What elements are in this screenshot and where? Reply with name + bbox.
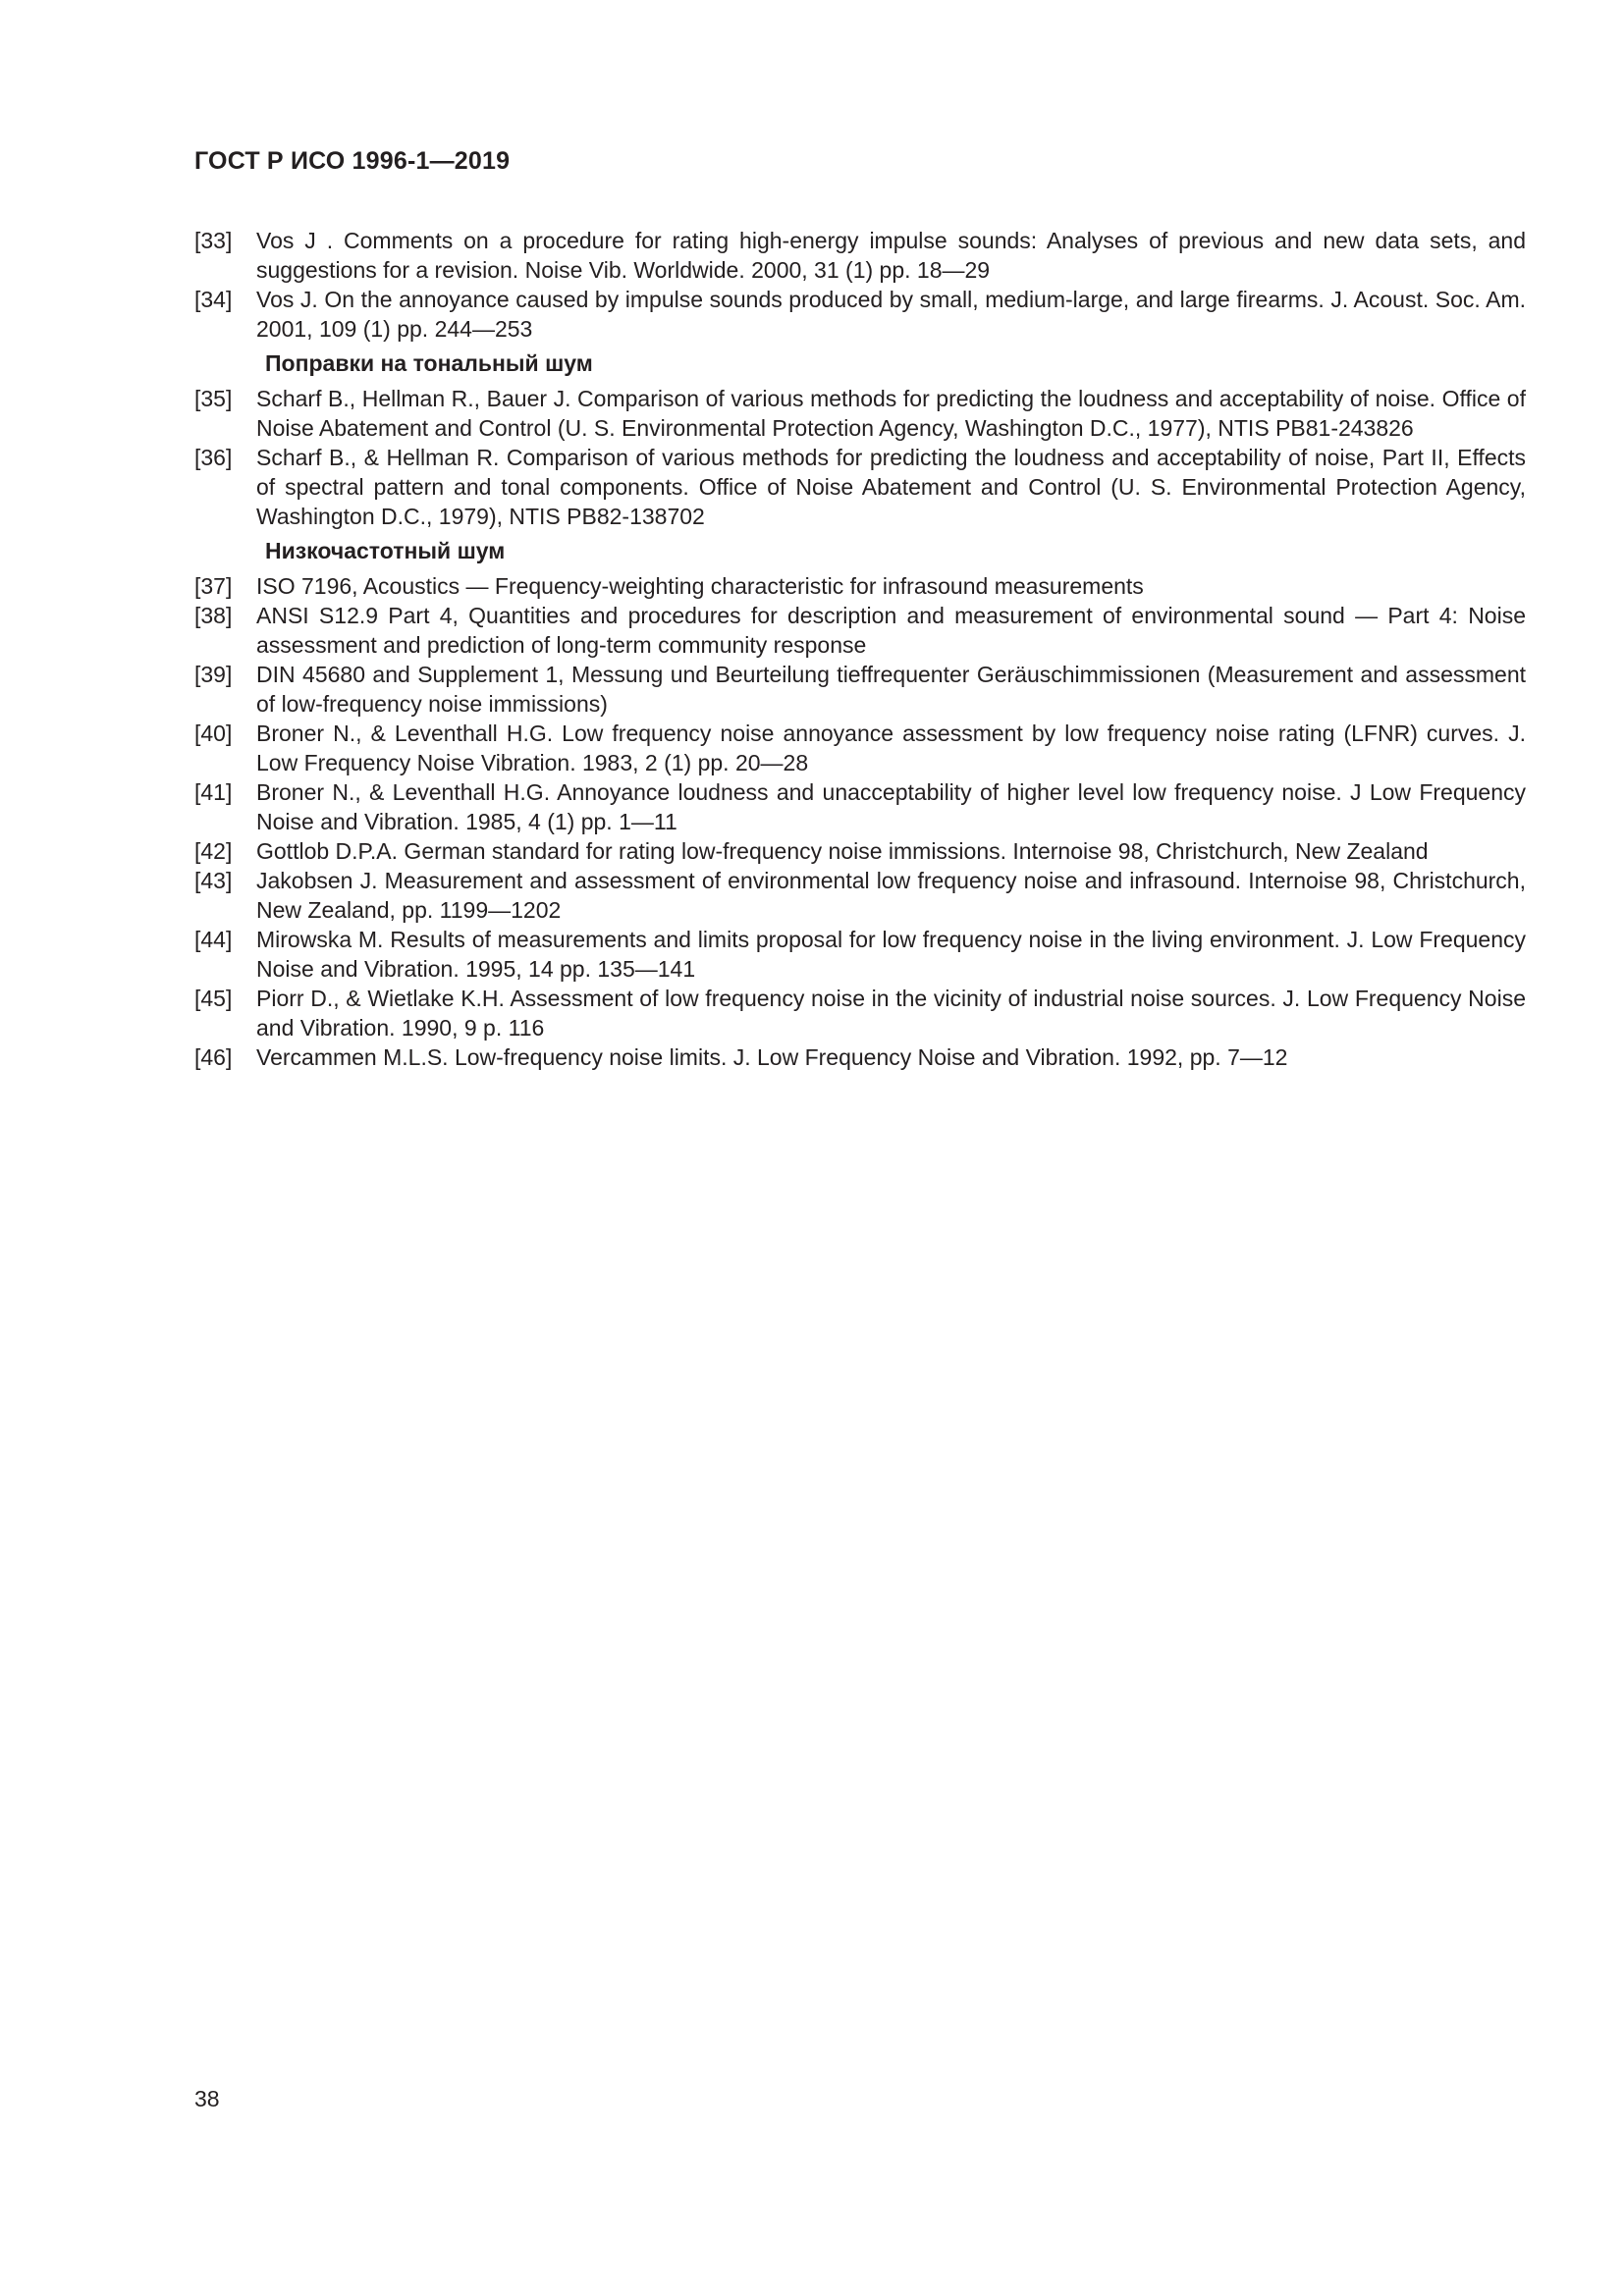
reference-number: [43]: [194, 868, 233, 893]
reference-entry: [194, 571, 1526, 601]
reference-text: Scharf B., Hellman R., Bauer J. Comparison of various methods for predicting the loudness and acceptability of noise. Office of Noise Abatement and Control (U. S. Environmental Protection Agency, Washington D.C., 1977), NTIS PB81-243826: [256, 386, 1526, 441]
reference-entry: [194, 777, 1526, 836]
reference-number: [40]: [194, 721, 233, 746]
reference-entry: [194, 443, 1526, 531]
reference-number: [44]: [194, 927, 233, 952]
reference-entry: [194, 1042, 1526, 1072]
reference-text: ANSI S12.9 Part 4, Quantities and procedures for description and measurement of environmental sound — Part 4: Noise assessment and prediction of long-term community response: [256, 603, 1526, 658]
reference-entry: [194, 285, 1526, 344]
reference-number: [42]: [194, 838, 233, 864]
reference-number: [41]: [194, 779, 233, 805]
reference-number: [39]: [194, 662, 233, 687]
section-heading-low-frequency: Низкочастотный шум: [265, 538, 506, 563]
reference-text: Jakobsen J. Measurement and assessment of environmental low frequency noise and infrasound. Internoise 98, Christchurch, New Zealand, pp. 1199—1202: [256, 868, 1526, 923]
reference-text: Broner N., & Leventhall H.G. Annoyance loudness and unacceptability of higher level low frequency noise. J Low Frequency Noise and Vibration. 1985, 4 (1) pp. 1—11: [256, 779, 1526, 834]
reference-text: Piorr D., & Wietlake K.H. Assessment of low frequency noise in the vicinity of industrial noise sources. J. Low Frequency Noise and Vibration. 1990, 9 p. 116: [256, 986, 1526, 1041]
reference-number: [35]: [194, 386, 233, 411]
reference-number: [37]: [194, 573, 233, 599]
document-header: ГОСТ Р ИСО 1996-1—2019: [194, 147, 511, 175]
reference-entry: [194, 984, 1526, 1042]
reference-entry: [194, 601, 1526, 660]
reference-text: Broner N., & Leventhall H.G. Low frequency noise annoyance assessment by low frequency noise rating (LFNR) curves. J. Low Frequency Noise Vibration. 1983, 2 (1) pp. 20—28: [256, 721, 1526, 775]
reference-text: Mirowska M. Results of measurements and limits proposal for low frequency noise in the living environment. J. Low Frequency Noise and Vibration. 1995, 14 pp. 135—141: [256, 927, 1526, 982]
reference-number: [45]: [194, 986, 233, 1011]
reference-entry: [194, 836, 1526, 866]
reference-number: [38]: [194, 603, 233, 628]
reference-text: ISO 7196, Acoustics — Frequency-weighting characteristic for infrasound measurements: [256, 573, 1144, 599]
reference-number: [36]: [194, 445, 233, 470]
reference-number: [33]: [194, 228, 233, 253]
reference-entry: [194, 925, 1526, 984]
reference-entry: [194, 866, 1526, 925]
reference-text: Vos J . Comments on a procedure for rating high-energy impulse sounds: Analyses of previous and new data sets, and suggestions for a revision. Noise Vib. Worldwide. 2000, 31 (1) pp. 18—29: [256, 228, 1526, 283]
reference-entry: [194, 226, 1526, 285]
reference-text: Scharf B., & Hellman R. Comparison of various methods for predicting the loudness and acceptability of noise, Part II, Effects of spectral pattern and tonal components. Office of Noise Abatement and Control (U. S. Environmental Protection Agency, Washington D.C., 1979), NTIS PB82-138702: [256, 445, 1526, 529]
reference-text: Gottlob D.P.A. German standard for rating low-frequency noise immissions. Internoise 98, Christchurch, New Zealand: [256, 838, 1429, 864]
reference-entry: [194, 660, 1526, 719]
bibliography: [194, 226, 1526, 1072]
section-heading-tonal: Поправки на тональный шум: [265, 350, 593, 376]
reference-entry: [194, 384, 1526, 443]
reference-text: Vercammen M.L.S. Low-frequency noise limits. J. Low Frequency Noise and Vibration. 1992, pp. 7—12: [256, 1044, 1288, 1070]
reference-text: Vos J. On the annoyance caused by impulse sounds produced by small, medium-large, and large firearms. J. Acoust. Soc. Am. 2001, 109 (1) pp. 244—253: [256, 287, 1526, 342]
page-number: 38: [194, 2086, 220, 2111]
reference-number: [46]: [194, 1044, 233, 1070]
reference-entry: [194, 719, 1526, 777]
reference-number: [34]: [194, 287, 233, 312]
reference-text: DIN 45680 and Supplement 1, Messung und Beurteilung tieffrequenter Geräuschimmissionen (Measurement and assessment of low-frequency noise immissions): [256, 662, 1526, 717]
